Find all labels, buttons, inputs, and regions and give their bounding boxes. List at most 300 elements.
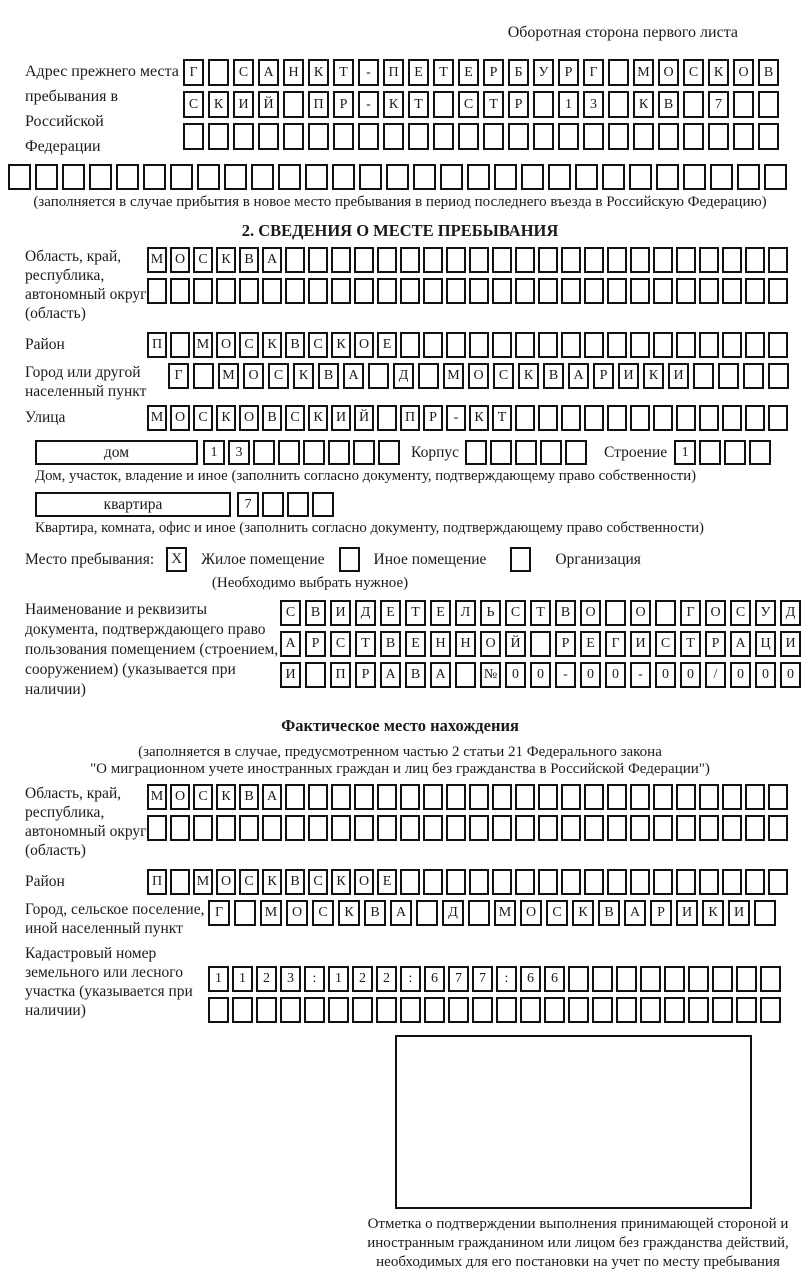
char-box: 2 xyxy=(256,966,277,992)
char-box xyxy=(655,600,676,626)
char-box: В xyxy=(318,363,339,389)
char-box xyxy=(354,784,374,810)
char-box xyxy=(584,869,604,895)
char-box xyxy=(592,966,613,992)
char-box xyxy=(280,997,301,1023)
char-box xyxy=(538,815,558,841)
char-box xyxy=(745,247,765,273)
char-box: Р xyxy=(558,59,579,86)
char-box xyxy=(616,997,637,1023)
prev-address-rows xyxy=(183,59,783,159)
char-box xyxy=(147,278,167,304)
char-box xyxy=(653,869,673,895)
char-box xyxy=(331,815,351,841)
house-cells xyxy=(203,440,403,465)
char-box xyxy=(733,91,754,118)
char-box xyxy=(561,247,581,273)
district-label: Район xyxy=(25,336,65,353)
char-box xyxy=(352,997,373,1023)
char-box xyxy=(287,492,309,517)
char-box xyxy=(440,164,463,190)
char-box: С xyxy=(458,91,479,118)
char-box xyxy=(170,278,190,304)
house-caption: Дом, участок, владение и иное (заполнить согласно документу, подтверждающему право собственности) xyxy=(35,468,697,484)
char-box xyxy=(592,997,613,1023)
char-box: С xyxy=(308,869,328,895)
char-box xyxy=(308,784,328,810)
char-box xyxy=(561,405,581,431)
char-box xyxy=(197,164,220,190)
char-box: О xyxy=(216,869,236,895)
char-box xyxy=(754,900,776,926)
char-box: Т xyxy=(433,59,454,86)
char-box: / xyxy=(705,662,726,688)
char-box xyxy=(283,91,304,118)
actual-region-label: Область, край, республика, автономный округ (область) xyxy=(25,785,147,859)
char-box xyxy=(722,784,742,810)
char-box xyxy=(262,815,282,841)
char-box: Е xyxy=(405,631,426,657)
char-box: А xyxy=(568,363,589,389)
district-row xyxy=(147,332,791,358)
stay-type-row xyxy=(25,547,800,572)
char-box: Н xyxy=(283,59,304,86)
char-box xyxy=(584,815,604,841)
char-box xyxy=(400,815,420,841)
char-box: В xyxy=(364,900,386,926)
stay-type-option-other: Иное помещение xyxy=(373,550,487,568)
char-box xyxy=(423,784,443,810)
cadastral-label: Кадастровый номер земельного или лесного участка (указывается при наличии) xyxy=(25,945,193,1019)
char-box: С xyxy=(655,631,676,657)
char-box: Ь xyxy=(480,600,501,626)
char-box xyxy=(640,997,661,1023)
char-box xyxy=(630,815,650,841)
char-box: С xyxy=(312,900,334,926)
char-box: С xyxy=(730,600,751,626)
char-box xyxy=(377,815,397,841)
region-label: Область, край, республика, автономный округ (область) xyxy=(25,248,147,322)
char-box: 6 xyxy=(424,966,445,992)
actual-district-row xyxy=(147,869,791,895)
char-box xyxy=(308,123,329,150)
char-box xyxy=(653,784,673,810)
char-box xyxy=(722,405,742,431)
char-box: К xyxy=(293,363,314,389)
stay-type-checkbox-organization xyxy=(510,547,531,572)
char-box xyxy=(170,164,193,190)
char-box xyxy=(285,815,305,841)
char-box: О xyxy=(354,332,374,358)
char-box xyxy=(653,405,673,431)
char-box: О xyxy=(658,59,679,86)
region-rows xyxy=(147,247,791,323)
char-box xyxy=(308,247,328,273)
char-box: 2 xyxy=(376,966,397,992)
char-box xyxy=(575,164,598,190)
char-box xyxy=(520,997,541,1023)
char-box: С xyxy=(183,91,204,118)
char-box: П xyxy=(147,869,167,895)
char-box xyxy=(584,247,604,273)
char-box: В xyxy=(380,631,401,657)
char-box: Е xyxy=(580,631,601,657)
char-box xyxy=(722,247,742,273)
char-box xyxy=(492,869,512,895)
korpus-label: Корпус xyxy=(411,444,459,461)
doc-label: Наименование и реквизиты документа, подтверждающего право пользования помещением (строением, сооружением) (указывается при наличии) xyxy=(25,601,279,698)
char-box xyxy=(722,332,742,358)
char-box xyxy=(328,997,349,1023)
char-box xyxy=(540,440,562,465)
char-box: Й xyxy=(258,91,279,118)
char-box xyxy=(515,247,535,273)
char-box: У xyxy=(533,59,554,86)
char-box xyxy=(676,869,696,895)
char-box xyxy=(35,164,58,190)
char-box: М xyxy=(147,247,167,273)
char-box xyxy=(736,966,757,992)
char-box xyxy=(312,492,334,517)
char-box: И xyxy=(676,900,698,926)
char-box xyxy=(561,869,581,895)
char-box xyxy=(768,278,788,304)
prev-address-row-3 xyxy=(183,123,783,150)
char-box: 0 xyxy=(730,662,751,688)
char-box xyxy=(515,815,535,841)
char-box xyxy=(285,784,305,810)
char-box: 1 xyxy=(232,966,253,992)
char-box: Б xyxy=(508,59,529,86)
char-box: Д xyxy=(442,900,464,926)
char-box: А xyxy=(730,631,751,657)
char-box xyxy=(467,164,490,190)
char-box: Т xyxy=(355,631,376,657)
apartment-field xyxy=(35,492,800,517)
char-box xyxy=(234,900,256,926)
char-box xyxy=(768,332,788,358)
char-box: А xyxy=(280,631,301,657)
char-box xyxy=(515,278,535,304)
char-box xyxy=(494,164,517,190)
doc-row-2 xyxy=(280,631,805,657)
char-box xyxy=(605,600,626,626)
char-box xyxy=(676,405,696,431)
char-box xyxy=(608,91,629,118)
char-box xyxy=(216,278,236,304)
char-box xyxy=(699,815,719,841)
char-box xyxy=(558,123,579,150)
actual-region-row-1 xyxy=(147,784,791,810)
char-box: И xyxy=(331,405,351,431)
char-box xyxy=(423,247,443,273)
char-box: Л xyxy=(455,600,476,626)
char-box xyxy=(676,332,696,358)
char-box: С xyxy=(493,363,514,389)
char-box: Е xyxy=(377,332,397,358)
char-box xyxy=(768,869,788,895)
prev-address-label: Адрес прежнего места пребывания в Российской Федерации xyxy=(25,63,179,155)
char-box xyxy=(469,784,489,810)
char-box xyxy=(699,278,719,304)
char-box: Е xyxy=(458,59,479,86)
char-box: Т xyxy=(530,600,551,626)
char-box: А xyxy=(624,900,646,926)
char-box: И xyxy=(728,900,750,926)
char-box: К xyxy=(643,363,664,389)
char-box: А xyxy=(390,900,412,926)
char-box xyxy=(377,405,397,431)
stroenie-label: Строение xyxy=(604,444,668,461)
char-box: В xyxy=(543,363,564,389)
char-box xyxy=(683,91,704,118)
char-box xyxy=(483,123,504,150)
char-box: Р xyxy=(423,405,443,431)
char-box: М xyxy=(193,332,213,358)
char-box xyxy=(683,164,706,190)
char-box: И xyxy=(280,662,301,688)
char-box: К xyxy=(208,91,229,118)
char-box: 7 xyxy=(448,966,469,992)
char-box: В xyxy=(555,600,576,626)
char-box: П xyxy=(147,332,167,358)
char-box xyxy=(538,784,558,810)
char-box: 1 xyxy=(558,91,579,118)
char-box: К xyxy=(702,900,724,926)
char-box: Г xyxy=(583,59,604,86)
char-box: 1 xyxy=(208,966,229,992)
char-box: 3 xyxy=(583,91,604,118)
char-box: Р xyxy=(555,631,576,657)
char-box xyxy=(208,997,229,1023)
char-box xyxy=(492,332,512,358)
char-box: 0 xyxy=(580,662,601,688)
char-box: Р xyxy=(305,631,326,657)
char-box: Т xyxy=(680,631,701,657)
char-box xyxy=(490,440,512,465)
char-box: Т xyxy=(483,91,504,118)
char-box xyxy=(607,332,627,358)
char-box xyxy=(745,869,765,895)
char-box: Е xyxy=(430,600,451,626)
char-box xyxy=(768,784,788,810)
char-box xyxy=(515,332,535,358)
char-box xyxy=(749,440,771,465)
char-box: И xyxy=(330,600,351,626)
char-box xyxy=(538,869,558,895)
district-field xyxy=(25,332,800,358)
char-box xyxy=(745,815,765,841)
char-box xyxy=(584,784,604,810)
char-box xyxy=(630,405,650,431)
char-box xyxy=(544,997,565,1023)
char-box: В xyxy=(598,900,620,926)
prev-address-row-2 xyxy=(183,91,783,118)
char-box xyxy=(538,247,558,273)
char-box xyxy=(583,123,604,150)
char-box xyxy=(262,278,282,304)
char-box: 2 xyxy=(352,966,373,992)
char-box xyxy=(143,164,166,190)
char-box xyxy=(708,123,729,150)
char-box xyxy=(584,278,604,304)
char-box: Н xyxy=(455,631,476,657)
char-box: 7 xyxy=(472,966,493,992)
char-box xyxy=(630,784,650,810)
char-box xyxy=(533,91,554,118)
char-box: О xyxy=(580,600,601,626)
char-box xyxy=(331,784,351,810)
char-box: П xyxy=(308,91,329,118)
street-field xyxy=(25,405,800,431)
actual-city-field xyxy=(25,900,800,938)
char-box xyxy=(278,164,301,190)
char-box xyxy=(568,997,589,1023)
char-box: К xyxy=(469,405,489,431)
char-box: Р xyxy=(650,900,672,926)
region-field xyxy=(25,247,800,323)
char-box xyxy=(745,278,765,304)
char-box xyxy=(653,332,673,358)
char-box xyxy=(386,164,409,190)
char-box xyxy=(699,332,719,358)
char-box xyxy=(607,815,627,841)
char-box xyxy=(733,123,754,150)
actual-region-row-2 xyxy=(147,815,791,841)
char-box: Н xyxy=(430,631,451,657)
char-box xyxy=(768,363,789,389)
char-box xyxy=(630,332,650,358)
char-box xyxy=(331,278,351,304)
cadastral-row-2 xyxy=(208,997,784,1023)
char-box xyxy=(607,784,627,810)
char-box: И xyxy=(630,631,651,657)
char-box xyxy=(712,966,733,992)
char-box xyxy=(699,405,719,431)
char-box: В xyxy=(285,869,305,895)
char-box: М xyxy=(218,363,239,389)
char-box: С xyxy=(285,405,305,431)
char-box: К xyxy=(308,405,328,431)
street-label: Улица xyxy=(25,409,66,426)
char-box: В xyxy=(758,59,779,86)
char-box: Е xyxy=(377,869,397,895)
actual-region-rows xyxy=(147,784,791,860)
char-box xyxy=(616,966,637,992)
char-box: № xyxy=(480,662,501,688)
char-box: К xyxy=(331,332,351,358)
actual-region-field xyxy=(25,784,800,860)
char-box xyxy=(533,123,554,150)
char-box xyxy=(676,247,696,273)
prev-address-row-1 xyxy=(183,59,783,86)
char-box xyxy=(492,815,512,841)
stay-type-checkbox-residential: X xyxy=(166,547,187,572)
char-box xyxy=(530,631,551,657)
char-box xyxy=(308,278,328,304)
char-box xyxy=(147,815,167,841)
char-box xyxy=(304,997,325,1023)
char-box xyxy=(170,332,190,358)
house-field xyxy=(35,440,800,465)
page-header-note: Оборотная сторона первого листа xyxy=(507,24,738,41)
char-box: 0 xyxy=(755,662,776,688)
region-row-1 xyxy=(147,247,791,273)
char-box xyxy=(469,332,489,358)
char-box xyxy=(561,278,581,304)
char-box xyxy=(368,363,389,389)
char-box xyxy=(376,997,397,1023)
char-box: В xyxy=(305,600,326,626)
char-box: О xyxy=(733,59,754,86)
char-box xyxy=(400,332,420,358)
char-box xyxy=(768,815,788,841)
actual-location-note-2: "О миграционном учете иностранных граждан и лиц без гражданства в Российской Федерации") xyxy=(90,761,710,777)
char-box: С xyxy=(280,600,301,626)
char-box xyxy=(548,164,571,190)
char-box xyxy=(285,247,305,273)
char-box: М xyxy=(494,900,516,926)
char-box xyxy=(492,784,512,810)
char-box xyxy=(515,784,535,810)
char-box: : xyxy=(304,966,325,992)
char-box: Г xyxy=(605,631,626,657)
char-box: К xyxy=(633,91,654,118)
char-box xyxy=(383,123,404,150)
char-box xyxy=(448,997,469,1023)
char-box: И xyxy=(668,363,689,389)
char-box: Т xyxy=(408,91,429,118)
stamp-caption: Отметка о подтверждении выполнения принимающей стороной и иностранным гражданином или лицом без гражданства действий, необходимых для его постановки на учет по месту пребывания xyxy=(367,1216,789,1270)
char-box xyxy=(496,997,517,1023)
char-box xyxy=(303,440,325,465)
char-box: Й xyxy=(354,405,374,431)
char-box xyxy=(602,164,625,190)
char-box: О xyxy=(286,900,308,926)
char-box: М xyxy=(147,405,167,431)
char-box xyxy=(353,440,375,465)
char-box xyxy=(359,164,382,190)
char-box xyxy=(607,405,627,431)
char-box xyxy=(377,784,397,810)
char-box xyxy=(455,662,476,688)
stroenie-cells xyxy=(674,440,774,465)
char-box: М xyxy=(633,59,654,86)
house-widebox: дом xyxy=(35,440,198,465)
char-box xyxy=(400,278,420,304)
char-box xyxy=(472,997,493,1023)
actual-location-note-1: (заполняется в случае, предусмотренном частью 2 статьи 21 Федерального закона xyxy=(138,744,662,760)
char-box: : xyxy=(400,966,421,992)
char-box: К xyxy=(518,363,539,389)
apartment-cells xyxy=(237,492,337,517)
char-box: Т xyxy=(492,405,512,431)
char-box xyxy=(400,997,421,1023)
stay-type-option-organization: Организация xyxy=(555,550,641,568)
char-box xyxy=(233,123,254,150)
char-box xyxy=(653,278,673,304)
char-box: П xyxy=(330,662,351,688)
char-box xyxy=(433,123,454,150)
char-box: Р xyxy=(355,662,376,688)
char-box xyxy=(216,815,236,841)
char-box xyxy=(239,278,259,304)
char-box xyxy=(262,492,284,517)
char-box xyxy=(8,164,31,190)
char-box: О xyxy=(480,631,501,657)
char-box xyxy=(492,278,512,304)
char-box xyxy=(418,363,439,389)
